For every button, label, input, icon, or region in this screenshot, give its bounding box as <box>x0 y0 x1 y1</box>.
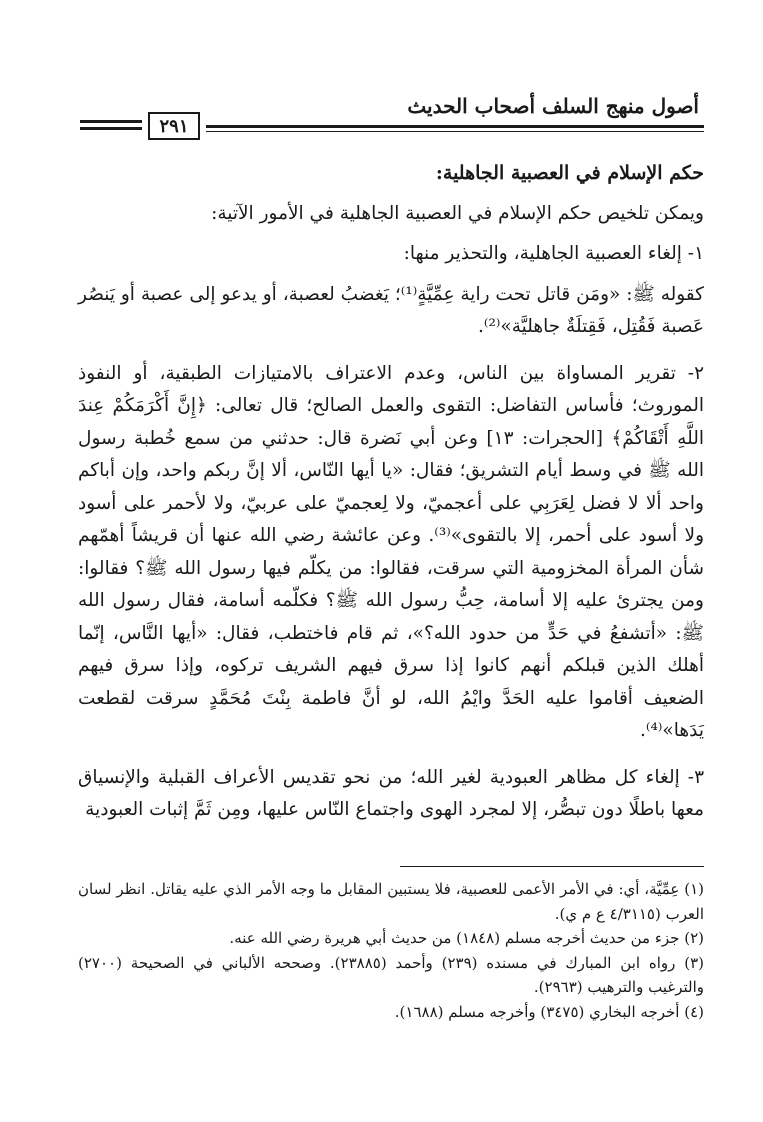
header-rule-right-top <box>206 125 704 128</box>
footnote-4: (٤) أخرجه البخاري (٣٤٧٥) وأخرجه مسلم (١٦٨٨). <box>394 1002 704 1021</box>
footnote-2: (٢) جزء من حديث أخرجه مسلم (١٨٤٨) من حديث أبي هريرة رضي الله عنه. <box>229 929 704 947</box>
point-1-title: ١- إلغاء العصبية الجاهلية، والتحذير منها: <box>403 243 704 264</box>
section-heading: حكم الإسلام في العصبية الجاهلية: <box>435 162 704 184</box>
point-2-paragraph: ٢- تقرير المساواة بين الناس، وعدم الاعتراف بالامتيازات الطبقية، أو النفوذ الموروث؛ فأساس التفاضل: التقوى والعمل الصالح؛ قال تعالى: ﴿إِنَّ أَكْرَمَكُمْ عِندَ اللَّهِ أَتْقَاكُمْ﴾ [الحجرات: ١٣] وعن أبي نَضرة قال: حدثني من سمع خُطبة رسول الله ﷺ في وسط أيام التشريق؛ فقال: «يا أيها النّاس، ألا إنَّ ربكم واحد، وإن أباكم واحد ألا لا فضل لِعَرَبِي على أعجميّ، ولا لِعجميّ على عربيّ، ولا لأحمر على أسود ولا أسود على أحمر، إلا بالتقوى»⁽³⁾. وعن عائشة رضي الله عنها أن قريشاً أهمّهم شأن المرأة المخزومية التي سرقت، فقالوا: من يكلّم فيها رسول الله ﷺ؟ فقالوا: ومن يجترئ عليه إلا أسامة، حِبُّ رسول الله ﷺ؟ فكلّمه أسامة، فقال رسول الله ﷺ: «أتشفعُ في حَدٍّ من حدود الله؟»، ثم قام فاختطب، فقال: «أيها النَّاس، إنّما أهلك الذين قبلكم أنهم كانوا إذا سرق فيهم الشريف تركوه، وإذا سرق فيهم الضعيف أقاموا عليه الحَدَّ وايْمُ الله، لو أنَّ فاطمة بِنْتَ مُحَمَّدٍ سرقت لقطعت يَدَها»⁽⁴⁾. <box>78 362 705 741</box>
footnote-3: (٣) رواه ابن المبارك في مسنده (٢٣٩) وأحمد (٢٣٨٨٥). وصححه الألباني في الصحيحة (٢٧٠٠) والترغيب والترهيب (٢٩٦٣). <box>78 953 704 996</box>
footnote-separator <box>400 866 704 867</box>
footnotes <box>78 877 704 1024</box>
header-rule-left-top <box>80 120 142 123</box>
running-title: أصول منهج السلف أصحاب الحديث <box>407 94 699 118</box>
main-text <box>78 157 704 827</box>
page-number: ٢٩١ <box>148 112 200 140</box>
footnote-1: (١) عِمِّيَّة، أي: في الأمر الأعمى للعصبية، فلا يستبين المقابل ما وجه الأمر الذي عليه يقاتل. انظر لسان العرب (٤/٣١١٥ ع م ي). <box>78 880 704 923</box>
point-3-paragraph: ٣- إلغاء كل مظاهر العبودية لغير الله؛ من نحو تقديس الأعراف القبلية والإنسياق معها باطلًا دون تبصُّر، إلا لمجرد الهوى واجتماع النّاس عليها، ومِن ثَمَّ إثبات العبودية <box>78 766 704 820</box>
intro-paragraph: ويمكن تلخيص حكم الإسلام في العصبية الجاهلية في الأمور الآتية: <box>211 202 704 224</box>
header-rule-left-bottom <box>80 127 142 130</box>
point-1-body: كقوله ﷺ: «ومَن قاتل تحت راية عِمِّيَّةٍ⁽¹⁾؛ يَغضبُ لعصبة، أو يدعو إلى عصبة أو يَنصُر عَصبة فَقُتِل، فَقِتلَةٌ جاهليَّة»⁽²⁾. <box>78 283 704 337</box>
header-rule-right-bottom <box>206 131 704 132</box>
